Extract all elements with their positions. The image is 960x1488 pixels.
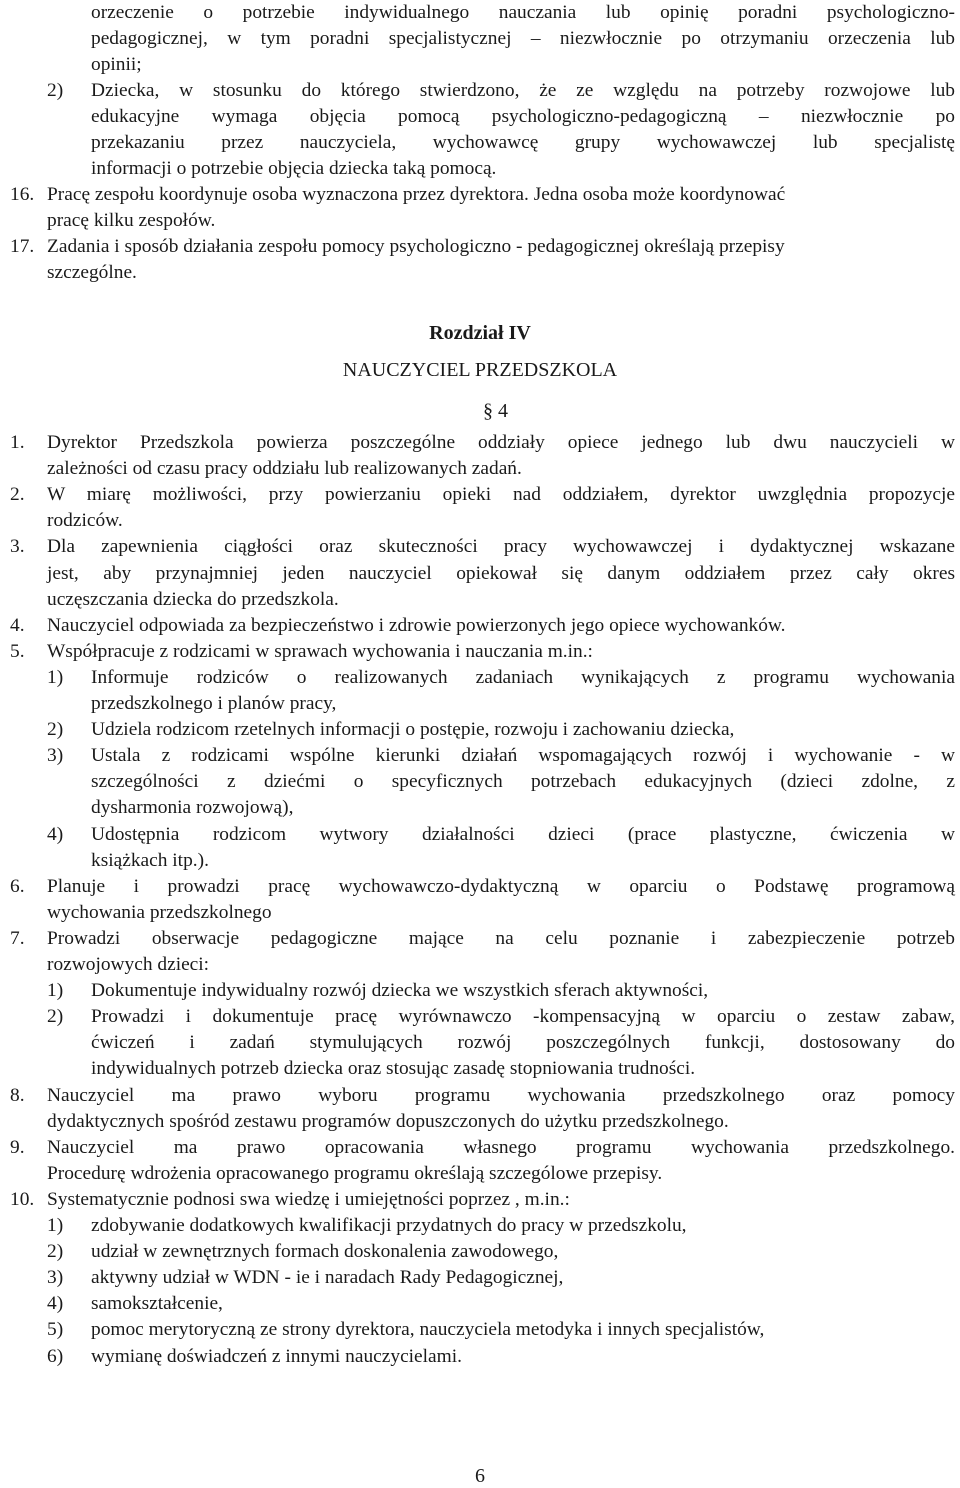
text-line: książkach itp.).: [91, 849, 209, 871]
text-line: zdobywanie dodatkowych kwalifikacji przydatnych do pracy w przedszkolu,: [91, 1215, 687, 1236]
list-number: 4.: [10, 614, 25, 636]
text-line: aktywny udział w WDN - ie i naradach Rady Pedagogicznej,: [91, 1267, 564, 1289]
text-line: edukacyjne wymaga objęcia pomocą psychologiczno-pedagogiczną – niezwłocznie po: [91, 106, 955, 127]
list-number: 8.: [10, 1084, 25, 1106]
page-number: 6: [475, 1465, 485, 1487]
list-number: 9.: [10, 1136, 25, 1158]
list-number: 1.: [10, 432, 25, 453]
section-symbol: § 4: [483, 400, 508, 422]
text-line: informacji o potrzebie objęcia dziecka taką pomocą.: [91, 158, 497, 179]
list-number: 4): [47, 1293, 64, 1315]
text-line: Prowadzi i dokumentuje pracę wyrównawczo -kompensacyjną w oparciu o zestaw zabaw,: [91, 1006, 955, 1028]
text-line: Pracę zespołu koordynuje osoba wyznaczona przez dyrektora. Jedna osoba może koordynować: [47, 184, 786, 205]
text-line: opinii;: [91, 54, 142, 75]
text-line: indywidualnych potrzeb dziecka oraz stosując zasadę stopniowania trudności.: [91, 1058, 696, 1080]
text-line: zależności od czasu pracy oddziału lub realizowanych zadań.: [47, 458, 522, 480]
list-number: 1): [47, 666, 64, 688]
chapter-subtitle: NAUCZYCIEL PRZEDSZKOLA: [342, 359, 618, 381]
text-line: Procedurę wdrożenia opracowanego programu określają szczególowe przepisy.: [47, 1162, 663, 1184]
text-line: pomoc merytoryczną ze strony dyrektora, nauczyciela metodyka i innych specjalistów,: [91, 1319, 765, 1341]
list-number: 7.: [10, 927, 25, 949]
list-number: 5.: [10, 640, 25, 662]
text-line: samokształcenie,: [91, 1293, 223, 1315]
text-line: Planuje i prowadzi pracę wychowawczo-dydaktyczną w oparciu o Podstawę programową: [47, 875, 955, 897]
text-line: Informuje rodziców o realizowanych zadaniach wynikających z programu wychowania: [91, 666, 955, 688]
list-number: 16.: [10, 184, 35, 205]
text-line: szczególności z dziećmi o specyficznych potrzebach edukacyjnych (dzieci zdolne, z: [91, 771, 955, 793]
text-line: pracę kilku zespołów.: [47, 210, 216, 231]
text-line: Nauczyciel ma prawo opracowania własnego programu wychowania przedszkolnego.: [47, 1136, 955, 1158]
text-line: dysharmonia rozwojową),: [91, 797, 294, 819]
chapter-title: Rozdział IV: [429, 322, 531, 344]
text-line: przedszkolnego i planów pracy,: [91, 693, 337, 714]
list-number: 6): [47, 1345, 64, 1367]
text-line: Nauczyciel odpowiada za bezpieczeństwo i zdrowie powierzonych jego opiece wychowanków.: [47, 614, 786, 636]
text-line: udział w zewnętrznych formach doskonalenia zawodowego,: [91, 1241, 559, 1263]
text-line: wymianę doświadczeń z innymi nauczycielami.: [91, 1345, 462, 1367]
list-number: 2.: [10, 484, 25, 506]
list-number: 1): [47, 980, 64, 1002]
list-number: 2): [47, 1006, 64, 1028]
list-number: 6.: [10, 875, 25, 897]
text-line: W miarę możliwości, przy powierzaniu opieki nad oddziałem, dyrektor uwzględnia propozycje: [47, 484, 955, 506]
text-line: Prowadzi obserwacje pedagogiczne mające na celu poznanie i zabezpieczenie potrzeb: [47, 927, 955, 949]
list-number: 17.: [10, 236, 35, 257]
text-line: rozwojowych dzieci:: [47, 954, 210, 975]
text-line: Udziela rodzicom rzetelnych informacji o postępie, rozwoju i zachowaniu dziecka,: [91, 719, 735, 741]
text-line: Nauczyciel ma prawo wyboru programu wychowania przedszkolnego oraz pomocy: [47, 1084, 955, 1106]
text-line: Dziecka, w stosunku do którego stwierdzono, że ze względu na potrzeby rozwojowe lub: [91, 80, 955, 101]
list-number: 2): [47, 80, 64, 101]
text-line: orzeczenie o potrzebie indywidualnego nauczania lub opinię poradni psychologiczno-: [91, 2, 955, 23]
text-line: szczególne.: [47, 262, 137, 283]
list-number: 3): [47, 745, 64, 767]
list-number: 3.: [10, 536, 25, 558]
list-number: 5): [47, 1319, 64, 1341]
text-line: Dokumentuje indywidualny rozwój dziecka we wszystkich sferach aktywności,: [91, 980, 709, 1002]
text-line: dydaktycznych spośród zestawu programów dopuszczonych do użytku przedszkolnego.: [47, 1110, 729, 1132]
text-line: Ustala z rodzicami wspólne kierunki działań wspomagających rozwój i wychowanie - w: [91, 745, 955, 767]
text-line: Systematycznie podnosi swa wiedzę i umiejętności poprzez , m.in.:: [47, 1188, 570, 1210]
text-line: przekazaniu przez nauczyciela, wychowawcę grupy wychowawczej lub specjalistę: [91, 132, 955, 153]
text-line: Dla zapewnienia ciągłości oraz skuteczności pracy wychowawczej i dydaktycznej wskazane: [47, 536, 955, 558]
text-line: pedagogicznej, w tym poradni specjalistycznej – niezwłocznie po otrzymaniu orzeczenia lub: [91, 28, 955, 49]
list-number: 4): [47, 823, 64, 845]
list-number: 2): [47, 719, 64, 741]
text-line: Udostępnia rodzicom wytwory działalności dzieci (prace plastyczne, ćwiczenia w: [91, 823, 955, 845]
text-line: jest, aby przynajmniej jeden nauczyciel opiekował się danym oddziałem przez cały okres: [47, 562, 955, 584]
text-line: ćwiczeń i zadań stymulujących rozwój poszczególnych funkcji, dostosowany do: [91, 1032, 955, 1054]
list-number: 2): [47, 1241, 64, 1263]
text-line: uczęszczania dziecka do przedszkola.: [47, 588, 339, 610]
list-number: 10.: [10, 1188, 35, 1210]
text-line: Zadania i sposób działania zespołu pomocy psychologiczno - pedagogicznej określają przepisy: [47, 236, 785, 257]
text-line: rodziców.: [47, 510, 123, 532]
text-line: Współpracuje z rodzicami w sprawach wychowania i nauczania m.in.:: [47, 640, 593, 662]
text-line: wychowania przedszkolnego: [47, 901, 272, 923]
list-number: 3): [47, 1267, 64, 1289]
list-number: 1): [47, 1215, 64, 1236]
text-line: Dyrektor Przedszkola powierza poszczególne oddziały opiece jednego lub dwu nauczycieli w: [47, 432, 955, 453]
